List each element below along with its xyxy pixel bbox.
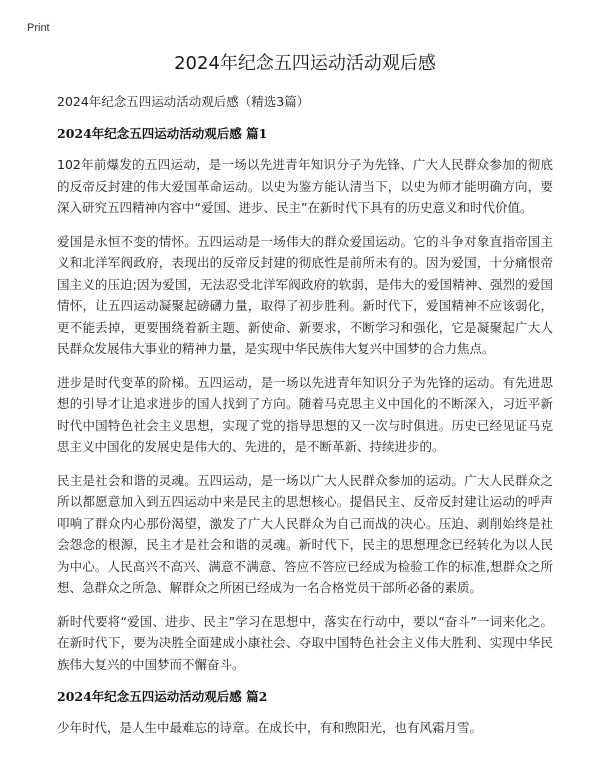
section-heading: 2024年纪念五四运动活动观后感 篇2 [57,689,268,704]
paragraph: 102年前爆发的五四运动，是一场以先进青年知识分子为先锋、广大人民群众参加的彻底的反帝反封建的伟大爱国革命运动。以史为鉴方能认清当下，以史为师才能明确方向，要深入研究五四精神内容中“爱国、进步、民主”在新时代下具有的历史意义和时代价值。 [57,157,553,215]
paragraph: 少年时代，是人生中最难忘的诗章。在成长中，有和煦阳光，也有风霜月雪。 [57,720,483,735]
section-2 [57,687,553,739]
paragraph: 新时代要将“爱国、进步、民主”学习在思想中，落实在行动中，要以“奋斗”一词来化之。在新时代下，要为决胜全面建成小康社会、夺取中国特色社会主义伟大胜利、实现中华民族伟大复兴的中国梦而不懈奋斗。 [57,613,553,672]
section-1 [57,124,553,675]
document-body [57,48,553,739]
paragraph: 爱国是永恒不变的情怀。五四运动是一场伟大的群众爱国运动。它的斗争对象直指帝国主义和北洋军阀政府，表现出的反帝反封建的彻底性是前所未有的。因为爱国，十分痛恨帝国主义的压迫;因为爱国，无法忍受北洋军阀政府的软弱，是伟大的爱国精神、强烈的爱国情怀，让五四运动凝聚起磅礴力量，取得了初步胜利。新时代下，爱国精神不应该弱化，更不能丢掉，更要围绕着新主题、新使命、新要求，不断学习和强化，它是凝聚起广大人民群众发展伟大事业的精神力量，是实现中华民族伟大复兴中国梦的合力焦点。 [57,233,553,356]
page-title: 2024年纪念五四运动活动观后感 [174,53,436,74]
paragraph: 民主是社会和谐的灵魂。五四运动，是一场以广大人民群众参加的运动。广大人民群众之所以都愿意加入到五四运动中来是民主的思想核心。提倡民主、反帝反封建让运动的呼声叩响了群众内心那份渴望，激发了广大人民群众为自己而战的决心。压迫、剥削始终是社会怨念的根源，民主才是社会和谐的灵魂。新时代下，民主的思想理念已经转化为以人民为中心。人民高兴不高兴、满意不满意、答应不答应已经成为检验工作的标准,想群众之所想、急群众之所急、解群众之所困已经成为一名合格党员干部所必备的素质。 [57,472,553,595]
paragraph: 进步是时代变革的阶梯。五四运动，是一场以先进青年知识分子为先锋的运动。有先进思想的引导才让追求进步的国人找到了方向。随着马克思主义中国化的不断深入，习近平新时代中国特色社会主义思想，实现了党的指导思想的又一次与时俱进。历史已经见证马克思主义中国化的发展史是伟大的、先进的，是不断革新、持续进步的。 [57,374,553,454]
section-heading: 2024年纪念五四运动活动观后感 篇1 [57,126,268,141]
print-link[interactable]: Print [27,22,50,34]
document-subtitle: 2024年纪念五四运动活动观后感（精选3篇） [57,94,310,109]
